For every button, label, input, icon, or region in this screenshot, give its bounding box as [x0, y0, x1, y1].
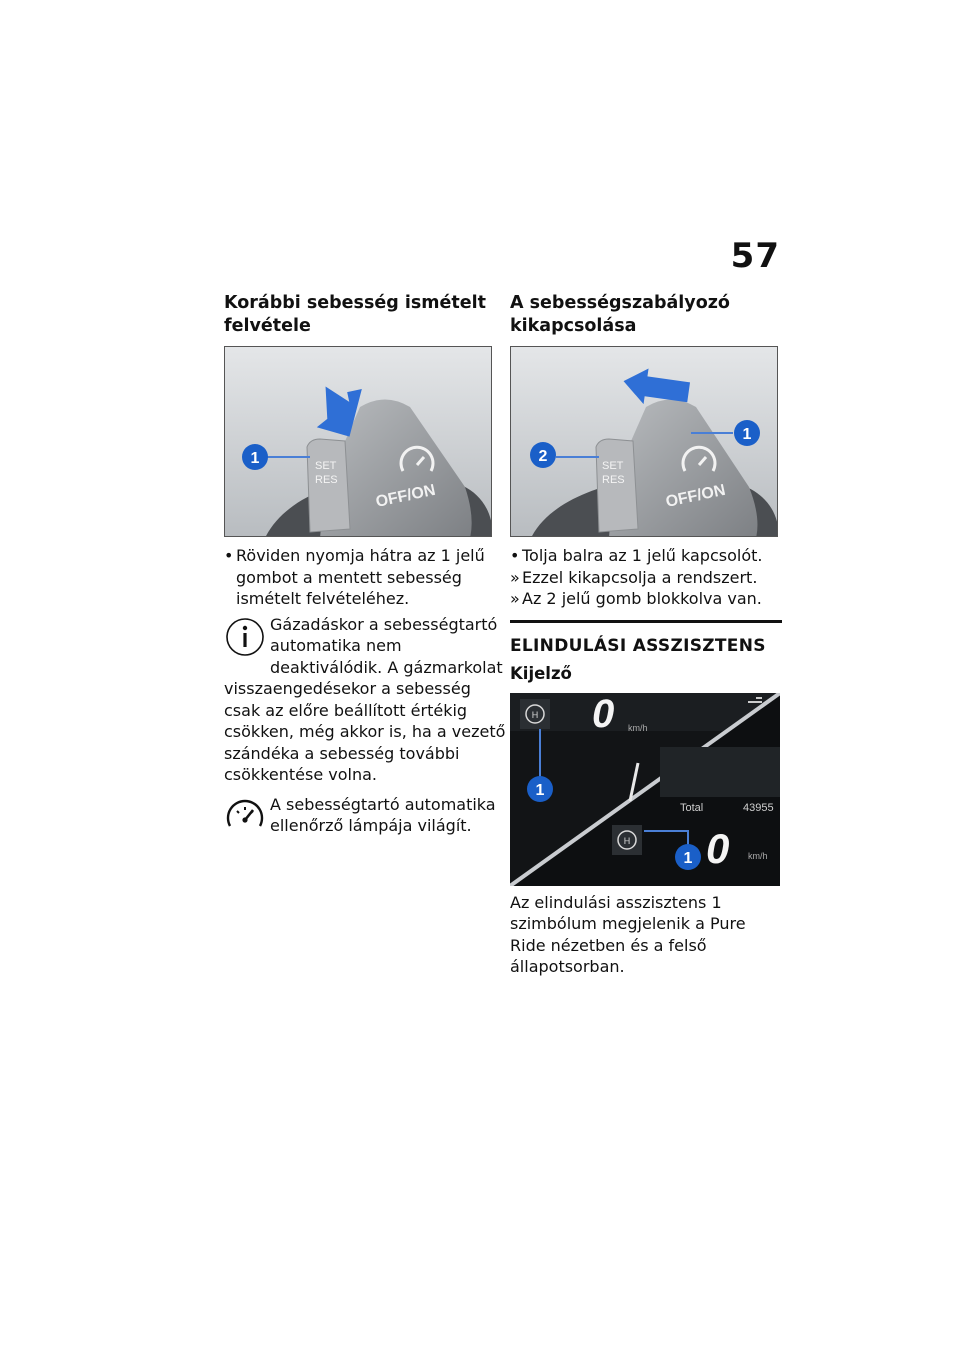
step-item: • Tolja balra az 1 jelű kapcsolót. — [510, 546, 763, 565]
res-label-2: RES — [602, 474, 625, 486]
result-item: » Az 2 jelű gomb blokkolva van. — [510, 589, 762, 608]
total-value: 43955 — [743, 801, 774, 814]
callout-display-top-label: 1 — [535, 781, 545, 799]
section-heading-deactivate: A sebességszabályozó kikapcsolása — [510, 293, 730, 336]
callout-1-right-label: 1 — [742, 426, 752, 443]
figure-tft-display — [510, 693, 780, 886]
unit-bottom: km/h — [748, 850, 768, 861]
resume-steps — [224, 545, 508, 610]
callout-display-bottom-label: 1 — [683, 849, 693, 867]
switch-illustration-2 — [511, 347, 778, 537]
cruise-note: A sebességtartó automatika ellenőrző lámpája világít. — [224, 794, 508, 837]
off-on-label-2: OFF/ON — [664, 481, 727, 511]
info-note: Gázadáskor a sebességtartó automatika nem deaktiválódik. A gázmarkolat visszaengedésekor a sebesség csak az előre beállított értékig csökken, még akkor is, ha a vezető szándéka a sebesség további csökkentése volna. — [224, 614, 506, 784]
unit-top: km/h — [628, 722, 648, 733]
chapter-heading-hill-start: ELINDULÁSI ASSZISZTENS — [510, 620, 782, 657]
set-label: SET — [315, 460, 337, 472]
callout-1-label: 1 — [250, 450, 260, 467]
cruise-control-icon — [224, 796, 266, 838]
left-column — [224, 292, 508, 838]
off-on-label: OFF/ON — [374, 481, 437, 511]
svg-text:H: H — [623, 835, 631, 846]
total-label: Total — [680, 801, 704, 814]
page-number: 57 — [730, 236, 780, 276]
figure-set-res-button — [224, 346, 492, 537]
callout-2-label: 2 — [538, 448, 548, 465]
step-item: • Röviden nyomja hátra az 1 jelű gombot a mentett sebesség ismételt felvételéhez. — [224, 546, 485, 608]
info-icon — [224, 616, 266, 658]
subheading-display: Kijelző — [510, 663, 572, 683]
deactivate-steps — [510, 545, 782, 610]
result-item: » Ezzel kikapcsolja a rendszert. — [510, 567, 758, 587]
section-heading-resume: Korábbi sebesség ismételt felvétele — [224, 293, 486, 336]
figure-off-on-switch — [510, 346, 778, 537]
display-description: Az elindulási asszisztens 1 szimbólum megjelenik a Pure Ride nézetben és a felső állapotsorban. — [510, 892, 746, 976]
res-label: RES — [315, 474, 338, 486]
display-illustration — [510, 693, 780, 886]
speed-bottom: 0 — [706, 824, 730, 872]
switch-illustration — [225, 347, 492, 537]
speed-top: 0 — [592, 692, 615, 736]
set-label-2: SET — [602, 460, 624, 472]
svg-text:H: H — [531, 709, 539, 720]
right-column — [510, 292, 782, 978]
